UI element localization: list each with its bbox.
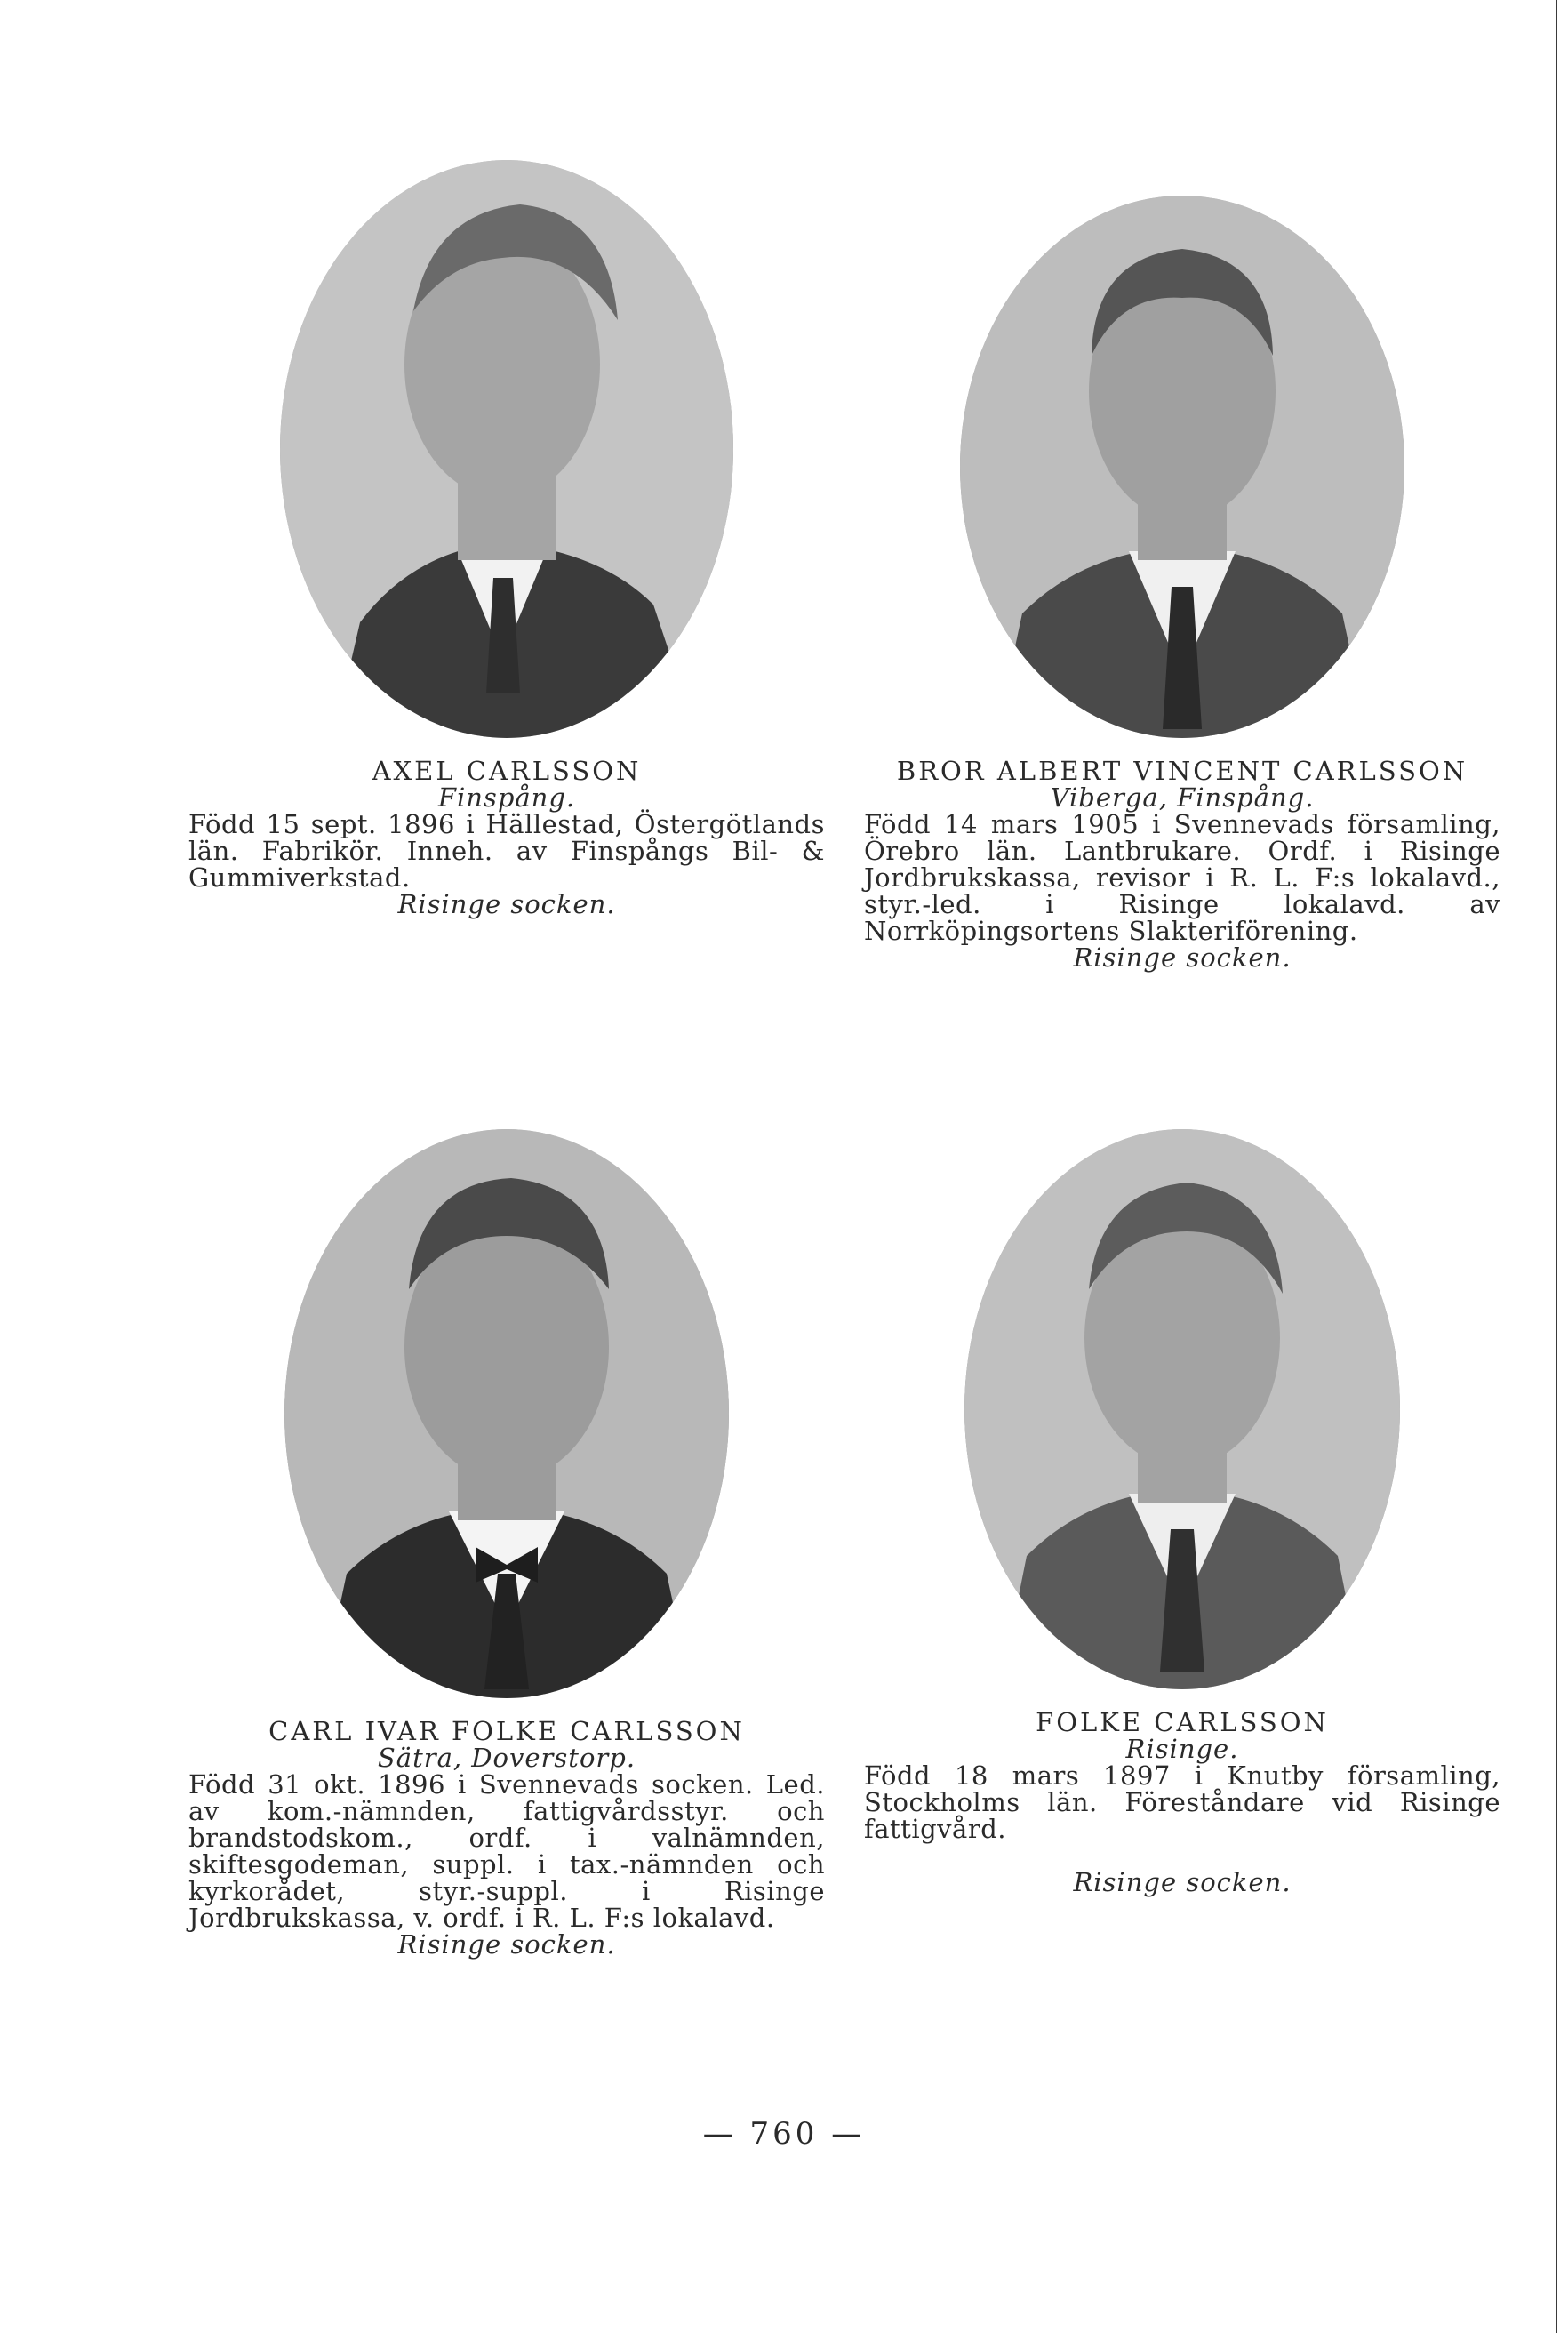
person-name: FOLKE CARLSSON — [1036, 1707, 1329, 1737]
residence: Viberga, Finspång. — [1050, 782, 1315, 813]
portrait-photo — [284, 1129, 729, 1698]
residence: Finspång. — [437, 782, 576, 813]
parish: Risinge socken. — [397, 889, 616, 919]
residence: Sätra, Doverstorp. — [377, 1743, 636, 1773]
biography-text: Född 31 okt. 1896 i Svennevads socken. Led. av kom.-nämnden, fattigvårdsstyr. och brandstodskom., ordf. i valnämnden, skiftesgodeman, suppl. i tax.-nämnden och kyrkorådet, styr.-suppl. i Risinge Jordbrukskassa, v. ordf. i R. L. F:s lokalavd. — [188, 1769, 825, 1933]
person-name: AXEL CARLSSON — [372, 756, 642, 786]
entry-caption — [862, 758, 1502, 971]
biography-entry — [862, 196, 1502, 971]
portrait-photo — [960, 196, 1404, 738]
parish: Risinge socken. — [1073, 1867, 1292, 1897]
biography-entry — [862, 1129, 1502, 1896]
entry-caption — [187, 1718, 827, 1958]
biography-entry — [187, 1129, 827, 1958]
person-name: BROR ALBERT VINCENT CARLSSON — [896, 756, 1468, 786]
residence: Risinge. — [1125, 1734, 1239, 1764]
portrait-photo — [280, 160, 733, 738]
entry-caption — [862, 1709, 1502, 1896]
person-name: CARL IVAR FOLKE CARLSSON — [268, 1716, 745, 1746]
biography-text: Född 14 mars 1905 i Svennevads församling, Örebro län. Lantbrukare. Ordf. i Risinge Jordbrukskassa, revisor i R. L. F:s lokalavd., styr.-led. i Risinge lokalavd. av Norrköpingsortens Slakteriförening. — [864, 809, 1500, 946]
biography-text: Född 15 sept. 1896 i Hällestad, Östergötlands län. Fabrikör. Inneh. av Finspångs Bil- & Gummiverkstad. — [188, 809, 825, 893]
page-edge — [1556, 0, 1557, 2333]
biography-text: Född 18 mars 1897 i Knutby församling, Stockholms län. Föreståndare vid Risinge fattigvård. — [864, 1760, 1500, 1844]
parish: Risinge socken. — [397, 1929, 616, 1960]
entry-caption — [187, 758, 827, 918]
page-number: — 760 — — [702, 2116, 866, 2152]
biography-entry — [187, 160, 827, 918]
parish: Risinge socken. — [1073, 942, 1292, 973]
portrait-photo — [964, 1129, 1400, 1689]
